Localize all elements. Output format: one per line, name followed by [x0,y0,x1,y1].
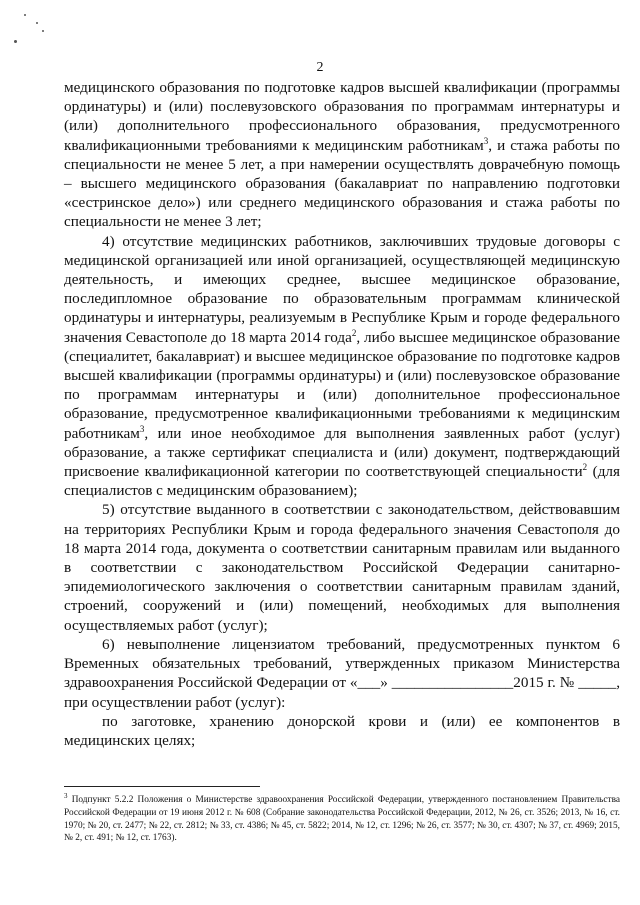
paragraph-continuation [64,78,620,232]
item-4-text-a: 4) отсутствие медицинских работников, заключивших трудовые договоры с медицинской организацией или иной организацией, осуществляющей медицинскую деятельность, и имеющих среднее, высшее медицинское образование, последипломное образование по образовательным программам клинической ординатуры и интернатуры, реализуемым в Республике Крым и городе федерального значения Севастополе до 18 марта 2014 года [64,232,620,346]
footnote-separator [64,786,260,787]
continuation-tail: , и стажа работы по специальности не менее 5 лет, а при намерении осуществлять доврачебную помощь – высшего медицинского образования (бакалавриат по направлению подготовки «сестринское дело») или среднего медицинского образования и стажа работы по специальности не менее 3 лет; [64,136,620,231]
page-number: 2 [316,60,324,75]
footnote [64,791,620,845]
footnote-text: Подпункт 5.2.2 Положения о Министерстве здравоохранения Российской Федерации, утвержденного постановлением Правительства Российской Федерации от 19 июня 2012 г. № 608 (Собрание законодательства Российской Федерации, 2012, № 26, ст. 3526; 2013, № 16, ст. 1970; № 20, ст. 2477; № 22, ст. 2812; № 33, ст. 4386; № 45, ст. 5822; 2014, № 12, ст. 1296; № 26, ст. 3577; № 30, ст. 4307; № 37, ст. 4969; 2015, № 2, ст. 491; № 12, ст. 1763). [64,795,620,844]
main-text [64,78,620,750]
item-4-text-c: , или иное необходимое для выполнения заявленных работ (услуг) образование, а также сертификат специалиста и (или) документ, подтверждающий присвоение квалификационной категории по соответствующей специальности [64,424,620,481]
paragraph-item-6: 6) невыполнение лицензиатом требований, предусмотренных пунктом 6 Временных обязательных требований, утвержденных приказом Министерства здравоохранения Российской Федерации от «___» ________________2015 г. № _____, при осуществлении работ (услуг): [64,635,620,711]
item-4-text-d: (для специалистов с медицинским образованием); [64,463,620,500]
paragraph-item-5: 5) отсутствие выданного в соответствии с законодательством, действовавшим на территориях Республики Крым и города федерального значения Севастополя до 18 марта 2014 года, документа о соответствии санитарным правилам или выданного в соответствии с законодательством Российской Федерации санитарно-эпидемиологического заключения о соответствии санитарным правилам зданий, строений, сооружений и (или) помещений, необходимых для выполнения осуществляемых работ (услуг); [64,501,620,634]
continuation-text: медицинского образования по подготовке кадров высшей квалификации (программы ординатуры) и (или) послевузовского образования по программам интернатуры и (или) дополнительного профессионального образования, предусмотренного квалификационными требованиями к медицинским работникам [64,79,620,154]
footnote-ref: 2 [351,327,357,338]
item-4-text-b: , либо высшее медицинское образование (специалитет, бакалавриат) и высшее медицинское образование по подготовке кадров высшей квалификации (программы ординатуры) и (или) послевузовское образование по программам интернатуры и (или) дополнительное профессиональное образование, предусмотренное квалификационными требованиями к медицинским работникам [64,328,621,442]
footnote-ref: 3 [483,135,489,146]
footnote-marker: 3 [64,791,68,800]
scan-specks [10,10,50,50]
footnote-ref: 2 [582,462,588,472]
paragraph-item-6-sub: по заготовке, хранению донорской крови и (или) ее компонентов в медицинских целях; [64,712,620,749]
paragraph-item-4 [64,232,620,501]
footnote-ref: 3 [139,423,145,434]
